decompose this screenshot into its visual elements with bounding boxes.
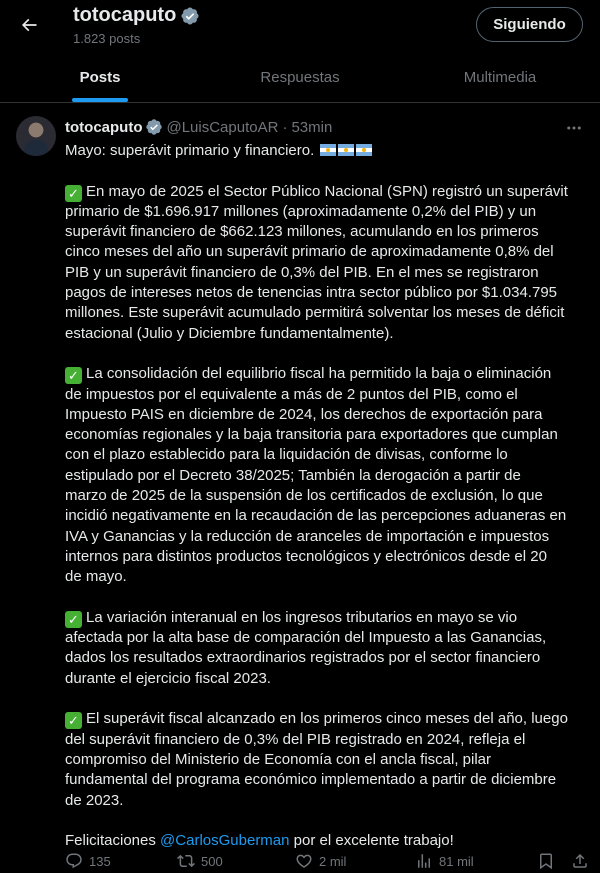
- repost-count: 500: [201, 853, 223, 869]
- tweet-header: [65, 118, 332, 136]
- text-line: En mayo de 2025 el Sector Público Nacional (SPN) registró un superávit: [86, 182, 568, 200]
- text-line: marzo de 2025 de la suspensión de los certificados de exclusión, lo que: [65, 487, 543, 505]
- text-line: La variación interanual en los ingresos tributarios en mayo se vio: [86, 608, 518, 626]
- mention-link[interactable]: @CarlosGuberman: [160, 832, 290, 850]
- text-line: primario de $1.696.917 millones (aproximadamente 0,2% del PIB) y un: [65, 202, 537, 220]
- timestamp[interactable]: 53min: [291, 118, 333, 136]
- text-line: IVA y Ganancias y la reducción de aranceles de importación e impuestos: [65, 527, 550, 545]
- bookmark-icon: [537, 852, 555, 870]
- share-icon: [571, 852, 589, 870]
- check-emoji-icon: ✓: [65, 712, 82, 729]
- tab-label: Respuestas: [260, 69, 340, 86]
- text-line: estacional (Julio y Diciembre fundamentalmente).: [65, 324, 394, 342]
- repost-icon: [177, 852, 195, 870]
- check-emoji-icon: ✓: [65, 611, 82, 628]
- author-handle[interactable]: @LuisCaputoAR: [166, 118, 279, 136]
- text-line: millones. Este superávit acumulado permitirá solventar los meses de déficit: [65, 304, 565, 322]
- verified-badge-icon: [145, 118, 163, 136]
- reply-count: 135: [89, 853, 111, 869]
- argentina-flag-icon: [356, 144, 372, 156]
- text-line: estipulado por el Decreto 38/2025; También la derogación a partir de: [65, 466, 521, 484]
- tweet-text: [65, 141, 585, 872]
- argentina-flag-icon: [320, 144, 336, 156]
- tab-posts[interactable]: [0, 53, 200, 102]
- paragraph-1: [65, 182, 585, 344]
- tweet-actions: [65, 849, 585, 873]
- text-line: compromiso del Ministerio de Economía con el ancla fiscal, pilar: [65, 750, 492, 768]
- text-line: economías regionales y la baja transitoria para exportadores que cumplan: [65, 426, 558, 444]
- text-line: fundamental del programa económico implementado a partir de diciembre: [65, 771, 557, 789]
- reply-button[interactable]: [65, 852, 111, 870]
- separator: ·: [282, 118, 288, 136]
- verified-badge-icon: [180, 6, 200, 26]
- avatar[interactable]: [16, 116, 56, 156]
- tweet[interactable]: [0, 104, 600, 873]
- text-line: de impuestos por el equivalente a más de 2 puntos del PIB, como el: [65, 385, 518, 403]
- more-icon: [565, 119, 583, 137]
- text-line: El superávit fiscal alcanzado en los primeros cinco meses del año, luego: [86, 710, 568, 728]
- more-options-button[interactable]: [564, 118, 584, 138]
- text-line: internos para distintos productos tecnológicos y electrónicos desde el 20: [65, 547, 547, 565]
- text-line: afectada por la alta base de comparación del Impuesto a las Ganancias,: [65, 629, 547, 647]
- author-name[interactable]: totocaputo: [65, 118, 143, 136]
- text-line: de 2023.: [65, 791, 124, 809]
- tweet-intro: [65, 141, 585, 161]
- text-line: superávit financiero de $662.123 millones, acumulando en los primeros: [65, 223, 539, 241]
- post-count: 1.823 posts: [73, 31, 141, 46]
- check-emoji-icon: ✓: [65, 185, 82, 202]
- text-line: de mayo.: [65, 568, 127, 586]
- profile-tabs: [0, 53, 600, 103]
- profile-header: [0, 0, 600, 53]
- bookmark-button[interactable]: [537, 852, 561, 870]
- text-line: cinco meses del año un superávit primario de aproximadamente 0,8% del: [65, 243, 554, 261]
- text-line: con el plazo establecido para la liquidación de divisas, conforme lo: [65, 446, 508, 464]
- tab-label: Posts: [79, 69, 121, 86]
- view-count: 81 mil: [439, 853, 474, 869]
- text-line: incidió negativamente en la recaudación de las percepciones aduaneras en: [65, 507, 567, 525]
- closing-text: por el excelente trabajo!: [289, 832, 454, 850]
- text-line: durante el ejercicio fiscal 2023.: [65, 669, 271, 687]
- back-button[interactable]: [12, 8, 46, 42]
- profile-name: totocaputo: [73, 4, 177, 26]
- active-tab-indicator: [72, 98, 128, 102]
- text-line: pagos de intereses netos de tenencias intra sector público por $1.034.795: [65, 284, 557, 302]
- text-line: La consolidación del equilibrio fiscal ha permitido la baja o eliminación: [86, 365, 552, 383]
- like-icon: [295, 852, 313, 870]
- share-button[interactable]: [571, 852, 595, 870]
- text-line: PIB y un superávit financiero de 0,3% del PIB. En el mes se registraron: [65, 263, 539, 281]
- following-button[interactable]: Siguiendo: [476, 7, 583, 42]
- text-line: Impuesto PAIS en diciembre de 2024, los derechos de exportación para: [65, 405, 543, 423]
- like-button[interactable]: [295, 852, 346, 870]
- tab-label: Multimedia: [463, 69, 537, 86]
- repost-button[interactable]: [177, 852, 223, 870]
- paragraph-3: [65, 608, 585, 689]
- paragraph-4: [65, 709, 585, 810]
- text-line: dados los resultados extraordinarios registrados por el sector financiero: [65, 649, 541, 667]
- like-count: 2 mil: [319, 853, 347, 869]
- closing-text: Felicitaciones: [65, 832, 161, 850]
- profile-name-row: [73, 4, 200, 27]
- reply-icon: [65, 852, 83, 870]
- paragraph-2: [65, 364, 585, 587]
- intro-text: Mayo: superávit primario y financiero.: [65, 142, 315, 159]
- views-button[interactable]: [415, 852, 474, 870]
- check-emoji-icon: ✓: [65, 367, 82, 384]
- tab-replies[interactable]: [200, 53, 400, 102]
- views-icon: [415, 852, 433, 870]
- argentina-flag-icon: [338, 144, 354, 156]
- tab-media[interactable]: [400, 53, 600, 102]
- text-line: del superávit financiero de 0,3% del PIB registrado en 2024, refleja el: [65, 730, 526, 748]
- back-arrow-icon: [19, 15, 39, 35]
